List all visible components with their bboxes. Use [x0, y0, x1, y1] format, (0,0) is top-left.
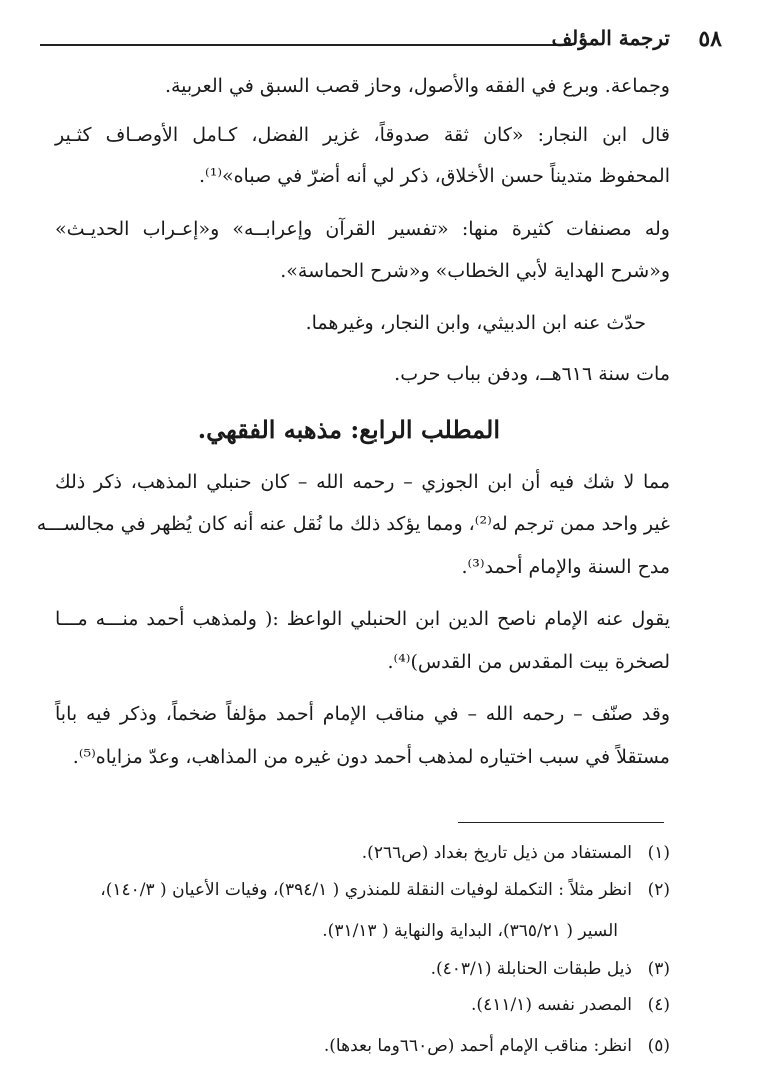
footnote-item [55, 992, 670, 1018]
footnote-item [55, 877, 670, 903]
paragraph-line: مدح السنة والإمام أحمد⁽³⁾. [461, 556, 670, 578]
paragraph-line: وقد صنّف – رحمه الله – في مناقب الإمام أحمد مؤلفاً ضخماً، وذكر فيه باباً [55, 703, 670, 725]
footnote-number: (٥) [647, 1036, 670, 1056]
footnote-number: (٣) [647, 959, 670, 979]
paragraph-line: قال ابن النجار: «كان ثقة صدوقاً، غزير الفضل، كـامل الأوصـاف كثـير [55, 124, 670, 146]
footnote-item [55, 956, 670, 982]
footnote-text: انظر: مناقب الإمام أحمد (ص٦٦٠وما بعدها). [323, 1036, 632, 1056]
paragraph-line: مستقلاً في سبب اختياره لمذهب أحمد دون غيره من المذاهب، وعدّ مزاياه⁽⁵⁾. [72, 746, 670, 768]
paragraph-line: يقول عنه الإمام ناصح الدين ابن الحنبلي الواعظ :( ولمذهب أحمد منـــه مـــا [55, 608, 670, 630]
footnote-rule [458, 822, 664, 823]
paragraph-line: وجماعة. وبرع في الفقه والأصول، وحاز قصب السبق في العربية. [164, 75, 670, 97]
paragraph-line: حدّث عنه ابن الدبيثي، وابن النجار، وغيرهما. [305, 312, 646, 334]
footnote-item [55, 840, 670, 866]
header-rule [40, 44, 572, 46]
header-title: ترجمة المؤلف [551, 26, 670, 50]
paragraph-line: وله مصنفات كثيرة منها: «تفسير القرآن وإعرابــه» و«إعـراب الحديـث» [55, 218, 670, 240]
paragraph-line: لصخرة بيت المقدس من القدس)⁽⁴⁾. [387, 651, 670, 673]
paragraph-line: المحفوظ متديناً حسن الأخلاق، ذكر لي أنه أضرّ في صباه»⁽¹⁾. [198, 165, 670, 187]
paragraph-line: غير واحد ممن ترجم له⁽²⁾، ومما يؤكد ذلك ما نُقل عنه أنه كان يُظهر في مجالســـه [36, 513, 670, 535]
footnote-number: (٤) [647, 995, 670, 1015]
paragraph-line: مات سنة ٦١٦هــ، ودفن بباب حرب. [394, 363, 670, 385]
footnote-number: (١) [647, 843, 670, 863]
footnote-number: (٢) [647, 880, 670, 900]
page-number: ٥٨ [698, 26, 722, 52]
footnote-text: انظر مثلاً : التكملة لوفيات النقلة للمنذري ( ٣٩٤/١)، وفيات الأعيان ( ١٤٠/٣)، [100, 880, 632, 900]
footnote-continuation: السير ( ٣٦٥/٢١)، البداية والنهاية ( ٣١/١٣). [322, 921, 618, 941]
paragraph-line: مما لا شك فيه أن ابن الجوزي – رحمه الله – كان حنبلي المذهب، ذكر ذلك [55, 471, 670, 493]
footnote-text: المصدر نفسه (٤١١/١). [471, 995, 632, 1015]
paragraph-line: و«شرح الهداية لأبي الخطاب» و«شرح الحماسة». [280, 260, 670, 282]
running-header [40, 22, 670, 62]
footnote-text: ذيل طبقات الحنابلة (٤٠٣/١). [430, 959, 632, 979]
footnote-item [55, 1033, 670, 1059]
footnote-text: المستفاد من ذيل تاريخ بغداد (ص٢٦٦). [361, 843, 632, 863]
section-heading: المطلب الرابع: مذهبه الفقهي. [197, 415, 500, 444]
